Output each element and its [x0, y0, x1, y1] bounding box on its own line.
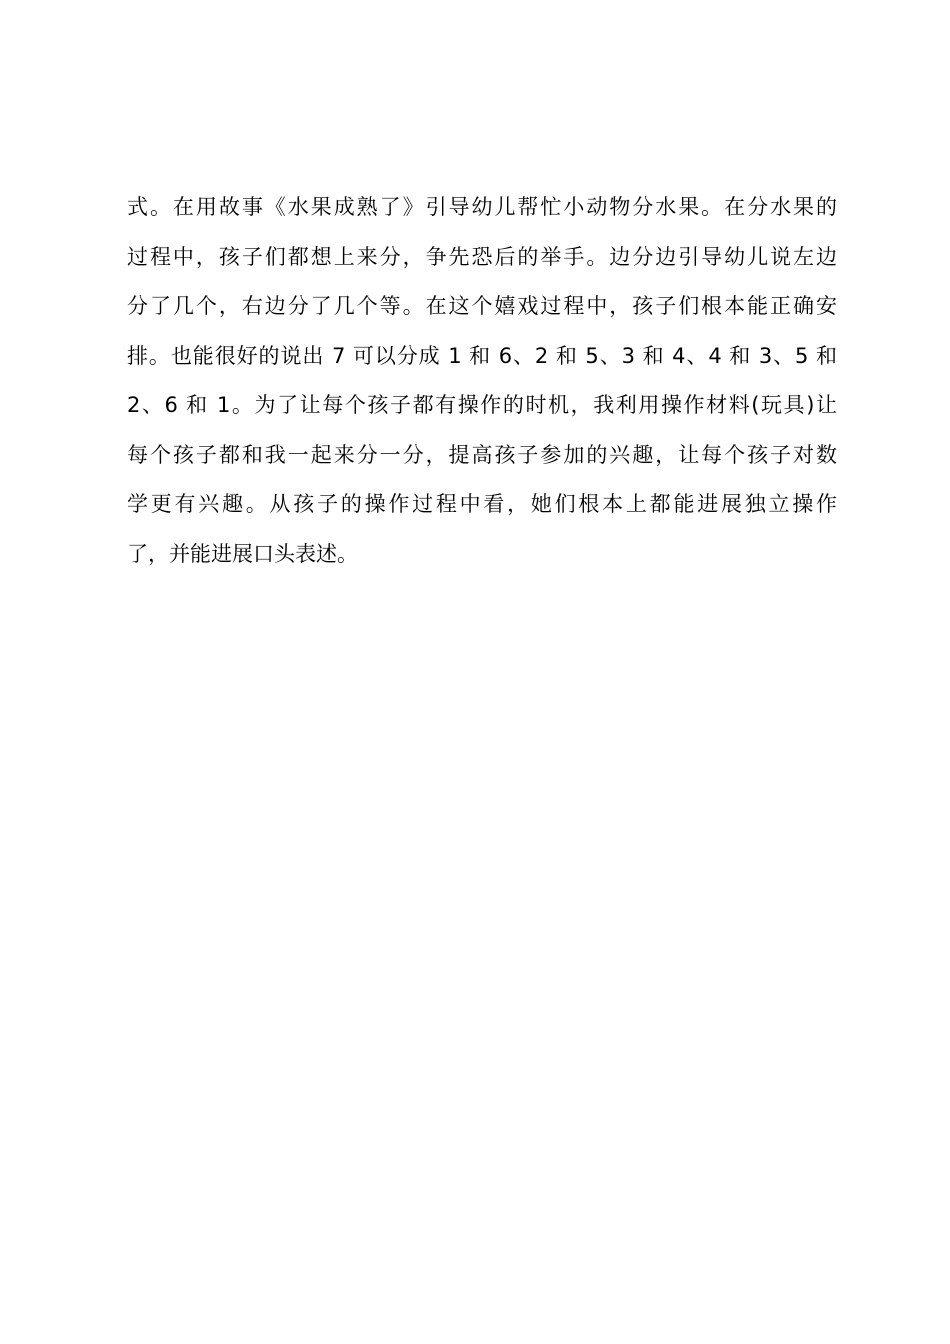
text-line [127, 530, 837, 580]
text-line [127, 282, 837, 332]
text-line [127, 431, 837, 481]
body-paragraph [127, 183, 837, 579]
text-line-content: 排。也能很好的说出 7 可以分成 1 和 6、2 和 5、3 和 4、4 和 3、5 和 [127, 343, 837, 368]
text-line [127, 381, 837, 431]
text-line-content: 了，并能进展口头表述。 [127, 541, 358, 566]
text-line-content: 过程中，孩子们都想上来分，争先恐后的举手。边分边引导幼儿说左边 [127, 244, 837, 269]
text-line [127, 332, 837, 382]
text-line [127, 480, 837, 530]
text-line-content: 每个孩子都和我一起来分一分，提高孩子参加的兴趣，让每个孩子对数 [127, 442, 837, 467]
text-line [127, 233, 837, 283]
text-line-content: 分了几个，右边分了几个等。在这个嬉戏过程中，孩子们根本能正确安 [127, 294, 837, 318]
text-line-content: 式。在用故事《水果成熟了》引导幼儿帮忙小动物分水果。在分水果的 [127, 195, 837, 219]
text-line-content: 2、6 和 1。为了让每个孩子都有操作的时机，我利用操作材料(玩具)让 [127, 393, 837, 417]
text-line [127, 183, 837, 233]
text-line-content: 学更有兴趣。从孩子的操作过程中看，她们根本上都能进展独立操作 [127, 492, 837, 516]
